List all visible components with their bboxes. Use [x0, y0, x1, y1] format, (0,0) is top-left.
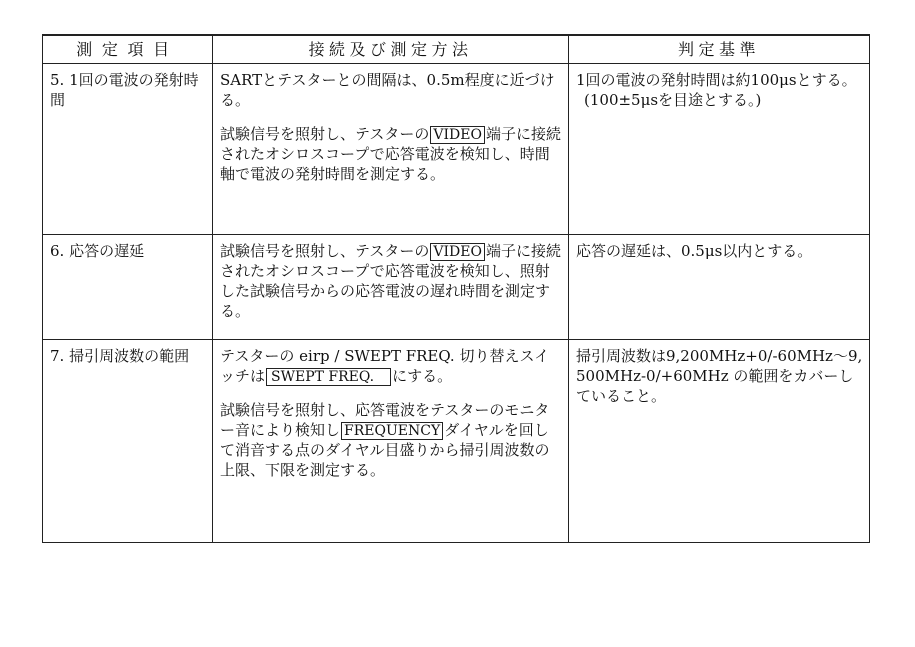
criteria-cell [569, 235, 870, 340]
method-text: ダイヤルを回して消音する点のダイヤル目盛りから掃引周波数の上限、下限を測定する。 [220, 421, 550, 479]
method-text: 試験信号を照射し、応答電波をテスターのモニター音により検知し [220, 401, 550, 439]
header-row [43, 35, 870, 64]
method-text: テスターの eirp / SWEPT FREQ. 切り替えスイッチは [220, 347, 550, 385]
method-cell [213, 235, 569, 340]
test-procedure-table [42, 34, 870, 543]
method-paragraph [220, 346, 562, 386]
header-method: 接続及び測定方法 [213, 35, 569, 64]
item-cell [43, 64, 213, 235]
frequency-dial-label: FREQUENCY [341, 422, 443, 440]
table-row-6 [43, 235, 870, 340]
video-terminal-label: VIDEO [430, 126, 485, 144]
method-cell [213, 340, 569, 543]
criteria-text: 掃引周波数は9,200MHz+0/-60MHz～9,500MHz-0/+60MHz の範囲をカバーしていること。 [576, 347, 863, 405]
header-criteria: 判定基準 [569, 35, 870, 64]
item-label: 5. 1回の電波の発射時間 [50, 71, 199, 109]
method-cell [213, 64, 569, 235]
item-cell [43, 340, 213, 543]
item-label: 7. 掃引周波数の範囲 [50, 347, 190, 365]
criteria-note: (100±5μsを目途とする。) [584, 91, 762, 109]
method-paragraph [220, 241, 562, 321]
criteria-cell [569, 64, 870, 235]
method-text: にする。 [392, 367, 453, 385]
table-row-7 [43, 340, 870, 543]
method-text: 試験信号を照射し、テスターの [220, 125, 430, 143]
criteria-text: 応答の遅延は、0.5μs以内とする。 [576, 242, 813, 260]
criteria-text: 1回の電波の発射時間は約100μsとする。 [576, 71, 857, 89]
method-text: 端子に接続されたオシロスコープで応答電波を検知し、時間軸で電波の発射時間を測定する。 [220, 125, 561, 183]
method-paragraph [220, 400, 562, 480]
criteria-cell [569, 340, 870, 543]
item-cell [43, 235, 213, 340]
method-text: 端子に接続されたオシロスコープで応答電波を検知し、照射した試験信号からの応答電波の遅れ時間を測定する。 [220, 242, 561, 320]
header-item: 測定項目 [43, 35, 213, 64]
swept-freq-switch-label: SWEPT FREQ. [266, 368, 391, 386]
video-terminal-label: VIDEO [430, 243, 485, 261]
method-paragraph [220, 124, 562, 184]
table-row-5 [43, 64, 870, 235]
method-text: 試験信号を照射し、テスターの [220, 242, 430, 260]
method-paragraph: SARTとテスターとの間隔は、0.5m程度に近づける。 [220, 71, 555, 109]
item-label: 6. 応答の遅延 [50, 242, 145, 260]
